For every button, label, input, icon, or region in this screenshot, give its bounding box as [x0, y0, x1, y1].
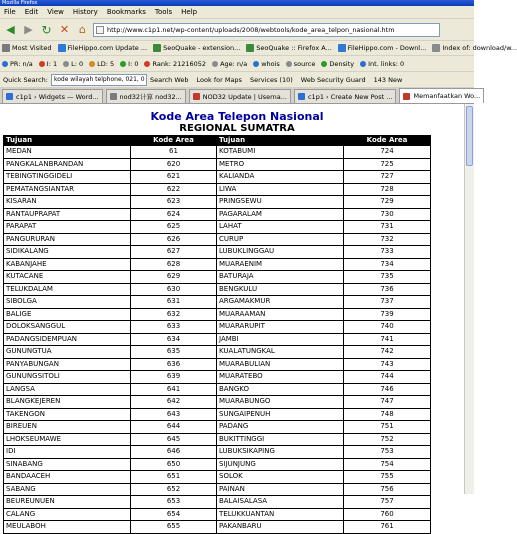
- city-name-right: PAGARALAM: [217, 208, 344, 221]
- table-row: [4, 296, 431, 309]
- quick-search-toolbar: [0, 72, 474, 88]
- seoquake-item[interactable]: [321, 60, 354, 68]
- city-name-left: PADANGSIDEMPUAN: [4, 333, 131, 346]
- city-name-right: MUARAENIM: [217, 258, 344, 271]
- city-name-left: LANGSA: [4, 383, 131, 396]
- seoquake-label: Rank: 21216052: [152, 59, 207, 68]
- bookmark-item[interactable]: [338, 44, 427, 52]
- area-code-left: 644: [131, 421, 217, 434]
- table-row: [4, 346, 431, 359]
- bookmark-label: Index of: download/w...: [442, 44, 517, 52]
- city-name-left: SIDIKALANG: [4, 246, 131, 259]
- city-name-left: GUNUNGTUA: [4, 346, 131, 359]
- area-code-right: 752: [344, 433, 431, 446]
- bookmark-item[interactable]: [432, 44, 517, 52]
- seoquake-icon: [360, 61, 366, 67]
- seoquake-icon: [212, 61, 218, 67]
- area-code-right: 737: [344, 296, 431, 309]
- city-name-right: PAINAN: [217, 483, 344, 496]
- table-row: [4, 321, 431, 334]
- seoquake-item[interactable]: [89, 60, 114, 68]
- table-row: [4, 158, 431, 171]
- seoquake-icon: [89, 61, 95, 67]
- quick-search-input[interactable]: kode wilayah telphone, 021, 0: [51, 74, 147, 86]
- seoquake-item[interactable]: [144, 60, 206, 68]
- city-name-left: BIREUEN: [4, 421, 131, 434]
- menu-item-help[interactable]: Help: [181, 8, 198, 16]
- city-name-right: KALIANDA: [217, 171, 344, 184]
- seoquake-label: Density: [329, 59, 355, 68]
- seoquake-item[interactable]: [286, 60, 316, 68]
- area-code-right: 743: [344, 358, 431, 371]
- area-code-table: [3, 135, 431, 534]
- city-name-left: PEMATANGSIANTAR: [4, 183, 131, 196]
- area-code-right: 727: [344, 171, 431, 184]
- bookmark-icon: [2, 44, 10, 52]
- menu-item-file[interactable]: File: [4, 8, 16, 16]
- area-code-right: 733: [344, 246, 431, 259]
- city-name-left: SINABANG: [4, 458, 131, 471]
- area-code-right: 747: [344, 396, 431, 409]
- tab-label: NOD32 Update | Userna...: [202, 92, 287, 101]
- seoquake-label: Age: n/a: [220, 59, 248, 68]
- city-name-left: TEBINGTINGGIDELI: [4, 171, 131, 184]
- quick-search-item[interactable]: Look for Maps: [196, 75, 242, 84]
- city-name-right: MUARATEBO: [217, 371, 344, 384]
- bookmark-label: SeoQuake - extension...: [163, 44, 241, 52]
- browser-tab[interactable]: [399, 88, 484, 103]
- city-name-right: LAHAT: [217, 221, 344, 234]
- city-name-right: LUBUKSIKAPING: [217, 446, 344, 459]
- city-name-left: TELUKDALAM: [4, 283, 131, 296]
- bookmark-icon: [58, 44, 66, 52]
- city-name-right: SIJUNJUNG: [217, 458, 344, 471]
- city-name-left: CALANG: [4, 508, 131, 521]
- table-row: [4, 483, 431, 496]
- city-name-right: TELUKKUANTAN: [217, 508, 344, 521]
- area-code-left: 626: [131, 233, 217, 246]
- area-code-left: 624: [131, 208, 217, 221]
- city-name-right: BATURAJA: [217, 271, 344, 284]
- bookmark-item[interactable]: [2, 44, 52, 52]
- city-name-right: PADANG: [217, 421, 344, 434]
- city-name-right: JAMBI: [217, 333, 344, 346]
- city-name-left: MEULABOH: [4, 521, 131, 534]
- tab-label: nod32计算 nod32...: [119, 93, 182, 101]
- seoquake-item[interactable]: [360, 60, 404, 68]
- bookmark-label: SeoQuake :: Firefox A...: [256, 44, 332, 52]
- area-code-left: 635: [131, 346, 217, 359]
- seoquake-label: I: 0: [128, 59, 139, 68]
- city-name-left: PARAPAT: [4, 221, 131, 234]
- city-name-right: SOLOK: [217, 471, 344, 484]
- area-code-left: 646: [131, 446, 217, 459]
- seoquake-icon: [286, 61, 292, 67]
- area-code-left: 636: [131, 358, 217, 371]
- area-code-left: 61: [131, 146, 217, 159]
- table-row: [4, 358, 431, 371]
- bookmarks-toolbar: [0, 41, 517, 56]
- table-row: [4, 258, 431, 271]
- area-code-right: 729: [344, 196, 431, 209]
- city-name-right: MUARABULIAN: [217, 358, 344, 371]
- city-name-right: KUALATUNGKAL: [217, 346, 344, 359]
- seoquake-item[interactable]: [63, 60, 83, 68]
- seoquake-icon: [321, 61, 327, 67]
- browser-tab[interactable]: [294, 89, 396, 103]
- area-code-left: 643: [131, 408, 217, 421]
- bookmark-label: FileHippo.com Update ...: [67, 44, 148, 52]
- area-code-left: 634: [131, 333, 217, 346]
- bookmark-icon: [338, 44, 346, 52]
- city-name-left: MEDAN: [4, 146, 131, 159]
- bookmark-label: Most Visited: [12, 44, 52, 52]
- city-name-left: LHOKSEUMAWE: [4, 433, 131, 446]
- seoquake-icon: [39, 61, 45, 67]
- browser-tab[interactable]: [2, 89, 103, 103]
- city-name-right: METRO: [217, 158, 344, 171]
- table-header-row: [4, 136, 431, 146]
- seoquake-icon: [144, 61, 150, 67]
- menu-item-edit[interactable]: Edit: [24, 8, 39, 16]
- city-name-right: BALAISALASA: [217, 496, 344, 509]
- city-name-right: LUBUKLINGGAU: [217, 246, 344, 259]
- area-code-left: 627: [131, 246, 217, 259]
- city-name-left: BLANGKEJEREN: [4, 396, 131, 409]
- seoquake-item[interactable]: [212, 60, 247, 68]
- header-kode-area-2: Kode Area: [344, 136, 431, 146]
- area-code-right: 732: [344, 233, 431, 246]
- city-name-right: PRINGSEWU: [217, 196, 344, 209]
- city-name-right: MUARARUPIT: [217, 321, 344, 334]
- page-subtitle: REGIONAL SUMATRA: [179, 123, 295, 134]
- scrollbar-thumb[interactable]: [466, 106, 473, 166]
- city-name-right: BENGKULU: [217, 283, 344, 296]
- city-name-left: GUNUNGSITOLI: [4, 371, 131, 384]
- city-name-left: SIBOLGA: [4, 296, 131, 309]
- city-name-right: MUARAAMAN: [217, 308, 344, 321]
- table-row: [4, 396, 431, 409]
- seoquake-icon: [2, 61, 8, 67]
- seoquake-label: I: 1: [46, 59, 58, 68]
- area-code-right: 761: [344, 521, 431, 534]
- header-tujuan-1: Tujuan: [4, 136, 131, 146]
- area-code-right: 753: [344, 446, 431, 459]
- city-name-right: ARGAMAKMUR: [217, 296, 344, 309]
- area-code-left: 629: [131, 271, 217, 284]
- tab-favicon-icon: [193, 93, 200, 100]
- table-row: [4, 383, 431, 396]
- table-row: [4, 371, 431, 384]
- area-code-left: 632: [131, 308, 217, 321]
- tab-label: c1p1 › Create New Post ...: [307, 92, 393, 101]
- area-code-left: 630: [131, 283, 217, 296]
- table-row: [4, 333, 431, 346]
- area-code-left: 642: [131, 396, 217, 409]
- tab-label: Memanfaatkan Wo...: [413, 92, 481, 100]
- forward-arrow-icon[interactable]: ▶: [24, 23, 33, 36]
- table-row: [4, 171, 431, 184]
- area-code-right: 741: [344, 333, 431, 346]
- page-content: [0, 104, 474, 531]
- city-name-left: TAKENGON: [4, 408, 131, 421]
- tab-favicon-icon: [403, 93, 410, 100]
- quick-search-label: Quick Search:: [3, 75, 48, 84]
- city-name-right: CURUP: [217, 233, 344, 246]
- area-code-right: 751: [344, 421, 431, 434]
- seoquake-label: LD: 5: [97, 59, 115, 68]
- bookmark-item[interactable]: [153, 44, 240, 52]
- navigation-toolbar: [0, 19, 474, 41]
- table-row: [4, 196, 431, 209]
- city-name-left: PANGKALANBRANDAN: [4, 158, 131, 171]
- seoquake-icon: [253, 61, 259, 67]
- area-code-left: 653: [131, 496, 217, 509]
- area-code-left: 623: [131, 196, 217, 209]
- area-code-right: 731: [344, 221, 431, 234]
- seoquake-item[interactable]: [2, 60, 33, 68]
- quick-search-item[interactable]: Web Security Guard: [300, 75, 366, 84]
- table-row: [4, 446, 431, 459]
- area-code-right: 730: [344, 208, 431, 221]
- table-row: [4, 433, 431, 446]
- area-code-right: 754: [344, 458, 431, 471]
- city-name-left: BEUREUNUEN: [4, 496, 131, 509]
- area-code-right: 734: [344, 258, 431, 271]
- area-code-right: 736: [344, 283, 431, 296]
- city-name-right: BANGKO: [217, 383, 344, 396]
- home-icon[interactable]: ⌂: [79, 23, 86, 36]
- city-name-right: KOTABUMI: [217, 146, 344, 159]
- area-code-left: 625: [131, 221, 217, 234]
- bookmark-item[interactable]: [246, 44, 331, 52]
- tab-bar: [0, 88, 481, 104]
- quick-search-item[interactable]: 143 New: [373, 75, 403, 84]
- address-bar[interactable]: [93, 23, 440, 37]
- seoquake-toolbar: [0, 56, 474, 72]
- seoquake-label: PR: n/a: [10, 59, 33, 68]
- table-row: [4, 421, 431, 434]
- area-code-right: 755: [344, 471, 431, 484]
- table-row: [4, 246, 431, 259]
- city-name-left: BALIGE: [4, 308, 131, 321]
- table-row: [4, 471, 431, 484]
- back-arrow-icon[interactable]: ◀: [6, 23, 15, 36]
- reload-icon[interactable]: ↻: [41, 22, 52, 37]
- seoquake-label: Int. links: 0: [368, 59, 405, 68]
- city-name-left: KABANJAHE: [4, 258, 131, 271]
- seoquake-label: whois: [261, 59, 280, 68]
- area-code-right: 742: [344, 346, 431, 359]
- table-row: [4, 208, 431, 221]
- area-code-left: 645: [131, 433, 217, 446]
- area-code-right: 746: [344, 383, 431, 396]
- city-name-left: DOLOKSANGGUL: [4, 321, 131, 334]
- table-row: [4, 521, 431, 534]
- city-name-left: PANGURURAN: [4, 233, 131, 246]
- stop-icon[interactable]: ✕: [59, 23, 70, 36]
- page-title: Kode Area Telepon Nasional: [150, 110, 324, 123]
- table-row: [4, 458, 431, 471]
- area-code-right: 735: [344, 271, 431, 284]
- area-code-left: 641: [131, 383, 217, 396]
- seoquake-item[interactable]: [253, 60, 280, 68]
- area-code-left: 628: [131, 258, 217, 271]
- page-scrollbar[interactable]: [464, 104, 474, 494]
- area-code-right: 756: [344, 483, 431, 496]
- table-row: [4, 283, 431, 296]
- city-name-left: BANDAACEH: [4, 471, 131, 484]
- page-icon: [96, 26, 104, 34]
- window-title: Mozilla Firefox: [2, 0, 38, 6]
- area-code-left: 631: [131, 296, 217, 309]
- area-code-left: 652: [131, 483, 217, 496]
- address-url: http://www.c1p1.net/wp-content/uploads/2008/webtools/kode_area_telpon_nasional.htm: [107, 25, 395, 34]
- menu-item-history[interactable]: History: [72, 8, 98, 16]
- area-code-left: 622: [131, 183, 217, 196]
- header-kode-area-1: Kode Area: [131, 136, 217, 146]
- tab-favicon-icon: [110, 93, 117, 100]
- bookmark-icon: [432, 44, 440, 52]
- area-code-left: 650: [131, 458, 217, 471]
- table-row: [4, 221, 431, 234]
- area-code-right: 728: [344, 183, 431, 196]
- quick-search-item[interactable]: Search Web: [149, 75, 189, 84]
- area-code-right: 739: [344, 308, 431, 321]
- city-name-right: MUARABUNGO: [217, 396, 344, 409]
- header-tujuan-2: Tujuan: [217, 136, 344, 146]
- browser-tab[interactable]: [189, 89, 291, 103]
- tab-label: c1p1 › Widgets — Word...: [16, 92, 99, 101]
- menu-item-bookmarks[interactable]: Bookmarks: [106, 8, 146, 16]
- city-name-left: KISARAN: [4, 196, 131, 209]
- area-code-right: 760: [344, 508, 431, 521]
- tab-favicon-icon: [6, 93, 13, 100]
- area-code-left: 621: [131, 171, 217, 184]
- menu-item-view[interactable]: View: [47, 8, 64, 16]
- bookmark-icon: [246, 44, 254, 52]
- bookmark-icon: [153, 44, 161, 52]
- table-row: [4, 183, 431, 196]
- table-row: [4, 233, 431, 246]
- area-code-right: 740: [344, 321, 431, 334]
- area-code-right: 757: [344, 496, 431, 509]
- city-name-left: RANTAUPRAPAT: [4, 208, 131, 221]
- menu-item-tools[interactable]: Tools: [154, 8, 173, 16]
- area-code-right: 744: [344, 371, 431, 384]
- area-code-right: 725: [344, 158, 431, 171]
- area-code-right: 724: [344, 146, 431, 159]
- browser-tab[interactable]: [106, 89, 186, 103]
- menu-bar: [0, 6, 474, 19]
- quick-search-item[interactable]: Services (10): [249, 75, 293, 84]
- table-row: [4, 271, 431, 284]
- city-name-right: BUKITTINGGI: [217, 433, 344, 446]
- seoquake-label: source: [293, 59, 316, 68]
- bookmark-item[interactable]: [58, 44, 148, 52]
- table-row: [4, 408, 431, 421]
- area-code-left: 639: [131, 371, 217, 384]
- table-row: [4, 496, 431, 509]
- city-name-right: LIWA: [217, 183, 344, 196]
- table-row: [4, 308, 431, 321]
- city-name-right: PAKANBARU: [217, 521, 344, 534]
- area-code-right: 748: [344, 408, 431, 421]
- seoquake-label: L: 0: [71, 59, 84, 68]
- table-row: [4, 508, 431, 521]
- city-name-left: SABANG: [4, 483, 131, 496]
- area-code-left: 633: [131, 321, 217, 334]
- area-code-left: 620: [131, 158, 217, 171]
- tab-favicon-icon: [298, 93, 305, 100]
- seoquake-icon: [120, 61, 126, 67]
- seoquake-item[interactable]: [120, 60, 138, 68]
- bookmark-label: FileHippo.com - Downl...: [347, 44, 427, 52]
- city-name-left: PANYABUNGAN: [4, 358, 131, 371]
- city-name-left: KUTACANE: [4, 271, 131, 284]
- area-code-left: 654: [131, 508, 217, 521]
- city-name-right: SUNGAIPENUH: [217, 408, 344, 421]
- seoquake-item[interactable]: [39, 60, 57, 68]
- city-name-left: IDI: [4, 446, 131, 459]
- seoquake-icon: [63, 61, 69, 67]
- table-row: [4, 146, 431, 159]
- area-code-left: 655: [131, 521, 217, 534]
- area-code-left: 651: [131, 471, 217, 484]
